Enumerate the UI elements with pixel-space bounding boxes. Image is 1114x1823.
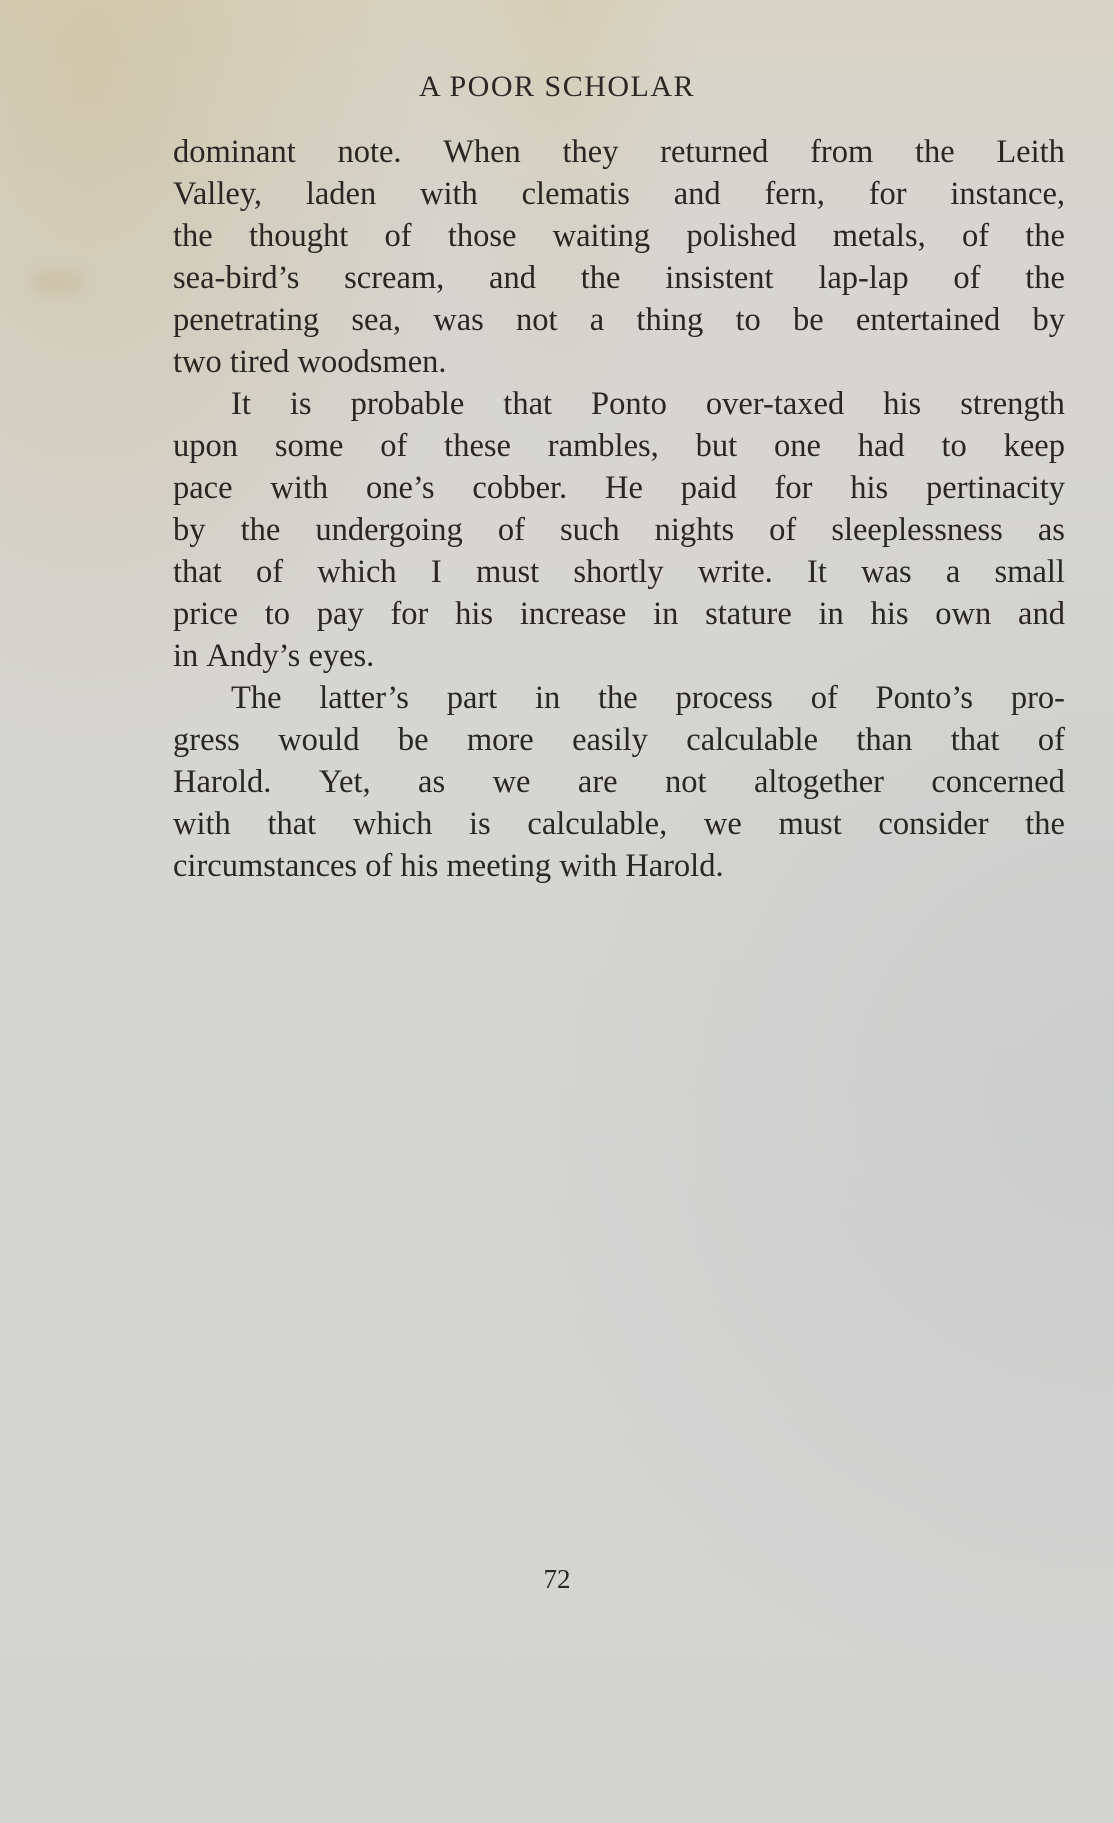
running-head: A POOR SCHOLAR (418, 70, 696, 103)
text-line: sea-bird’s scream, and the insistent lap-lap of the (173, 260, 1065, 296)
text-line: price to pay for his increase in stature in his own and (173, 596, 1065, 632)
text-line: It is probable that Ponto over-taxed his strength (231, 386, 1065, 422)
text-line: that of which I must shortly write. It was a small (173, 554, 1065, 590)
text-line: Harold. Yet, as we are not altogether concerned (173, 764, 1065, 800)
text-line: dominant note. When they returned from the Leith (173, 134, 1065, 170)
text-line: by the undergoing of such nights of sleeplessness as (173, 512, 1065, 548)
text-line: gress would be more easily calculable than that of (173, 722, 1065, 758)
text-line: The latter’s part in the process of Ponto’s pro- (231, 680, 1065, 716)
text-line: upon some of these rambles, but one had to keep (173, 428, 1065, 464)
text-line: the thought of those waiting polished metals, of the (173, 218, 1065, 254)
text-line: Valley, laden with clematis and fern, for instance, (173, 176, 1065, 212)
paper-stain (30, 270, 85, 296)
text-line: two tired woodsmen. (173, 344, 447, 380)
text-line: in Andy’s eyes. (173, 638, 375, 674)
page-number: 72 (543, 1564, 571, 1594)
body-text (173, 131, 1065, 887)
text-line: penetrating sea, was not a thing to be entertained by (173, 302, 1065, 338)
text-line: with that which is calculable, we must consider the (173, 806, 1065, 842)
text-line: pace with one’s cobber. He paid for his pertinacity (173, 470, 1065, 506)
text-line: circumstances of his meeting with Harold. (173, 848, 724, 884)
